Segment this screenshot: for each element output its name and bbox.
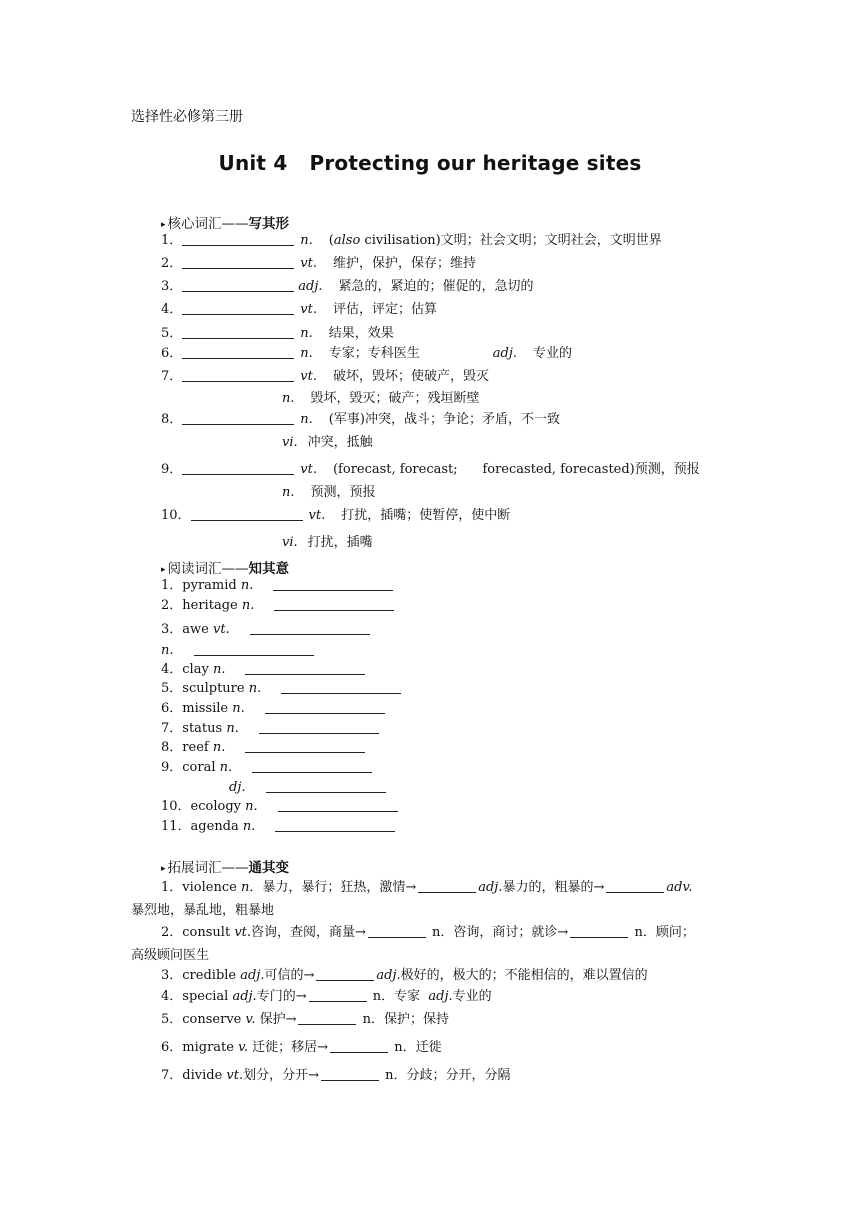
answer-blank: [298, 1012, 356, 1025]
core-item-4: 4． vt. 评估，评定；估算: [161, 302, 437, 317]
answer-blank: [281, 681, 401, 694]
extend-item-4: 4．special adj.专门的→ n．专家 adj.专业的: [161, 989, 492, 1004]
answer-blank: [182, 369, 294, 382]
core-item-10: 10． vt. 打扰，插嘴；使暂停，使中断: [161, 508, 511, 523]
reading-item-11: 11．agenda n.: [161, 818, 395, 836]
answer-blank: [182, 346, 294, 359]
unit-number: Unit 4: [218, 151, 288, 175]
extend-item-3: 3．credible adj.可信的→ adj.极好的，极大的；不能相信的，难以置信的: [161, 968, 648, 983]
section-heading-extend: ▸ 拓展词汇——通其变: [161, 860, 290, 876]
answer-blank: [191, 508, 303, 521]
answer-blank: [245, 662, 365, 675]
reading-item-9: 9．coral n.: [161, 759, 372, 777]
core-item-6: 6． n. 专家；专科医生 adj. 专业的: [161, 346, 573, 361]
extend-item-1: 1．violence n．暴力，暴行；狂热，激情→ adj.暴力的，粗暴的→ adv. 暴烈地，暴乱地，粗暴地: [131, 880, 693, 918]
reading-item-9-adj: dj.: [229, 779, 386, 797]
answer-blank: [606, 880, 664, 893]
answer-blank: [309, 989, 367, 1002]
extend-item-5: 5．conserve v. 保护→ n．保护；保持: [161, 1012, 449, 1027]
core-item-9-noun: n. 预测，预报: [282, 485, 376, 500]
extend-item-6: 6．migrate v. 迁徙；移居→ n．迁徙: [161, 1040, 442, 1055]
core-item-7-noun: n. 毁坏，毁灭；破产；残垣断壁: [282, 391, 480, 406]
answer-blank: [368, 925, 426, 938]
triangle-bullet-icon: ▸: [161, 565, 166, 575]
core-item-8: 8． n. (军事)冲突，战斗；争论；矛盾，不一致: [161, 412, 560, 427]
answer-blank: [182, 302, 294, 315]
reading-item-10: 10．ecology n.: [161, 798, 398, 816]
reading-item-5: 5．sculpture n.: [161, 680, 401, 698]
answer-blank: [265, 701, 385, 714]
unit-title: [0, 151, 860, 175]
core-item-1: 1． n. (also civilisation)文明；社会文明；文明社会，文明世界: [161, 233, 662, 248]
answer-blank: [274, 598, 394, 611]
reading-item-2: 2．heritage n.: [161, 597, 394, 615]
core-item-7: 7． vt. 破坏，毁坏；使破产，毁灭: [161, 369, 489, 384]
answer-blank: [330, 1040, 388, 1053]
triangle-bullet-icon: ▸: [161, 864, 166, 874]
answer-blank: [182, 256, 294, 269]
answer-blank: [252, 760, 372, 773]
core-item-10-vi: vi. 打扰，插嘴: [282, 535, 373, 550]
answer-blank: [321, 1068, 379, 1081]
extend-item-7: 7．divide vt.划分，分开→ n．分歧；分开，分隔: [161, 1068, 511, 1083]
reading-item-3-noun: n.: [161, 642, 314, 660]
answer-blank: [266, 780, 386, 793]
reading-item-8: 8．reef n.: [161, 739, 365, 757]
unit-name: Protecting our heritage sites: [309, 151, 642, 175]
answer-blank: [316, 968, 374, 981]
section-heading-reading: ▸ 阅读词汇——知其意: [161, 561, 290, 577]
section-heading-core: ▸ 核心词汇——写其形: [161, 216, 290, 232]
reading-item-7: 7．status n.: [161, 720, 379, 738]
triangle-bullet-icon: ▸: [161, 220, 166, 230]
core-item-2: 2． vt. 维护，保护，保存；维持: [161, 256, 476, 271]
answer-blank: [278, 799, 398, 812]
reading-item-3: 3．awe vt.: [161, 621, 370, 639]
reading-item-6: 6．missile n.: [161, 700, 385, 718]
answer-blank: [259, 721, 379, 734]
answer-blank: [182, 412, 294, 425]
core-item-9: 9． vt. (forecast, forecast; forecasted, forecasted)预测，预报: [161, 462, 700, 477]
book-header: 选择性必修第三册: [131, 109, 243, 125]
core-item-8-verb: vi. 冲突，抵触: [282, 435, 373, 450]
answer-blank: [182, 326, 294, 339]
core-item-5: 5． n. 结果，效果: [161, 326, 394, 341]
answer-blank: [182, 233, 294, 246]
reading-item-4: 4．clay n.: [161, 661, 365, 679]
answer-blank: [250, 622, 370, 635]
answer-blank: [182, 462, 294, 475]
answer-blank: [182, 279, 294, 292]
answer-blank: [275, 819, 395, 832]
answer-blank: [570, 925, 628, 938]
reading-item-1: 1．pyramid n.: [161, 577, 393, 595]
core-item-3: 3． adj. 紧急的，紧迫的；催促的，急切的: [161, 279, 534, 294]
answer-blank: [418, 880, 476, 893]
answer-blank: [194, 643, 314, 656]
extend-item-2: 2．consult vt.咨询，查阅，商量→ n．咨询，商讨；就诊→ n．顾问； 高级顾问医生: [131, 925, 695, 963]
answer-blank: [245, 740, 365, 753]
answer-blank: [273, 578, 393, 591]
